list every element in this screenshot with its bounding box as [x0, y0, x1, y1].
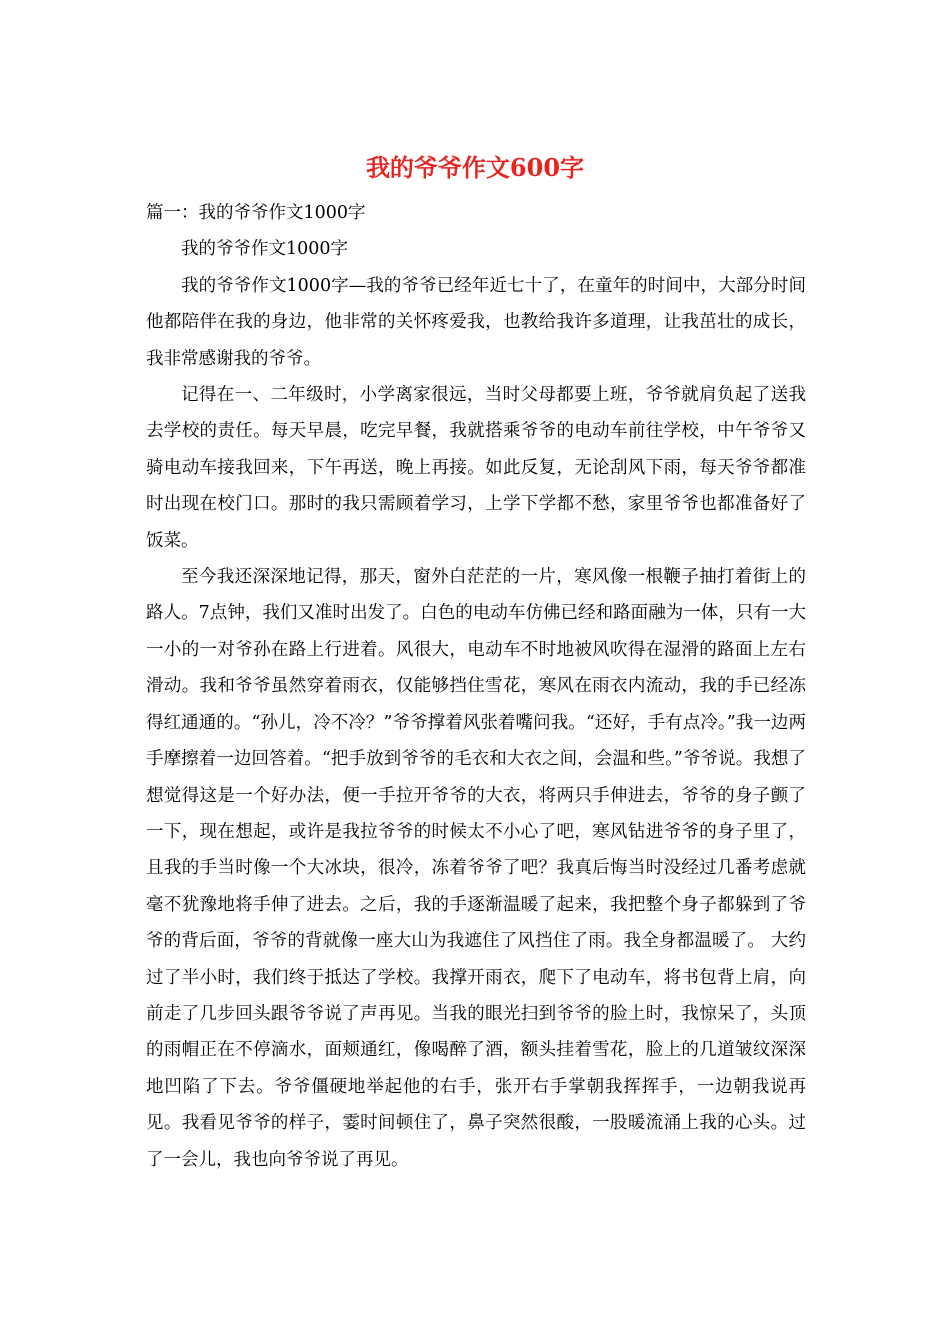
document-title: 我的爷爷作文600字 — [365, 153, 585, 182]
subheading: 我的爷爷作文1000字 — [181, 239, 349, 260]
paragraph-3: 至今我还深深地记得，那天，窗外白茫茫的一片，寒风像一根鞭子抽打着街上的路人。7点钟，我们又准时出发了。白色的电动车仿佛已经和路面融为一体，只有一大一小的一对爷孙在路上行进着。风很大，电动车不时地被风吹得在湿滑的路面上左右滑动。我和爷爷虽然穿着雨衣，仅能够挡住雪花，寒风在雨衣内流动，我的手已经冻得红通通的。“孙儿，冷不冷？”爷爷撑着风张着嘴问我。“还好，手有点冷。”我一边两手摩擦着一边回答着。“把手放到爷爷的毛衣和大衣之间，会温和些。”爷爷说。我想了想觉得这是一个好办法，便一手拉开爷爷的大衣，将两只手伸进去，爷爷的身子颤了一下，现在想起，或许是我拉爷爷的时候太不小心了吧，寒风钻进爷爷的身子里了，且我的手当时像一个大冰块，很冷，冻着爷爷了吧？我真后悔当时没经过几番考虑就毫不犹豫地将手伸了进去。之后，我的手逐渐温暖了起来，我把整个身子都躲到了爷爷的背后面，爷爷的背就像一座大山为我遮住了风挡住了雨。我全身都温暖了。 大约过了半小时，我们终于抵达了学校。我撑开雨衣，爬下了电动车，将书包背上肩，向前走了几步回头跟爷爷说了声再见。当我的眼光扫到爷爷的脸上时，我惊呆了，头顶的雨帽正在不停滴水，面颊通红，像喝醉了酒，额头挂着雪花，脸上的几道皱纹深深地凹陷了下去。爷爷僵硬地举起他的右手，张开右手掌朝我挥挥手，一边朝我说再见。我看见爷爷的样子，霎时间顿住了，鼻子突然很酸，一股暖流涌上我的心头。过了一会儿，我也向爷爷说了再见。 — [146, 567, 806, 1170]
paragraph-2: 记得在一、二年级时，小学离家很远，当时父母都要上班，爷爷就肩负起了送我去学校的责任。每天早晨，吃完早餐，我就搭乘爷爷的电动车前往学校，中午爷爷又骑电动车接我回来，下午再送，晚上再接。如此反复，无论刮风下雨，每天爷爷都准时出现在校门口。那时的我只需顾着学习，上学下学都不愁，家里爷爷也都准备好了饭菜。 — [146, 385, 806, 551]
document-body — [146, 195, 806, 1178]
section-heading: 篇一：我的爷爷作文1000字 — [146, 203, 366, 223]
paragraph-1: 我的爷爷作文1000字—我的爷爷已经年近七十了，在童年的时间中，大部分时间他都陪伴在我的身边，他非常的关怀疼爱我，也教给我许多道理，让我茁壮的成长，我非常感谢我的爷爷。 — [146, 275, 806, 369]
